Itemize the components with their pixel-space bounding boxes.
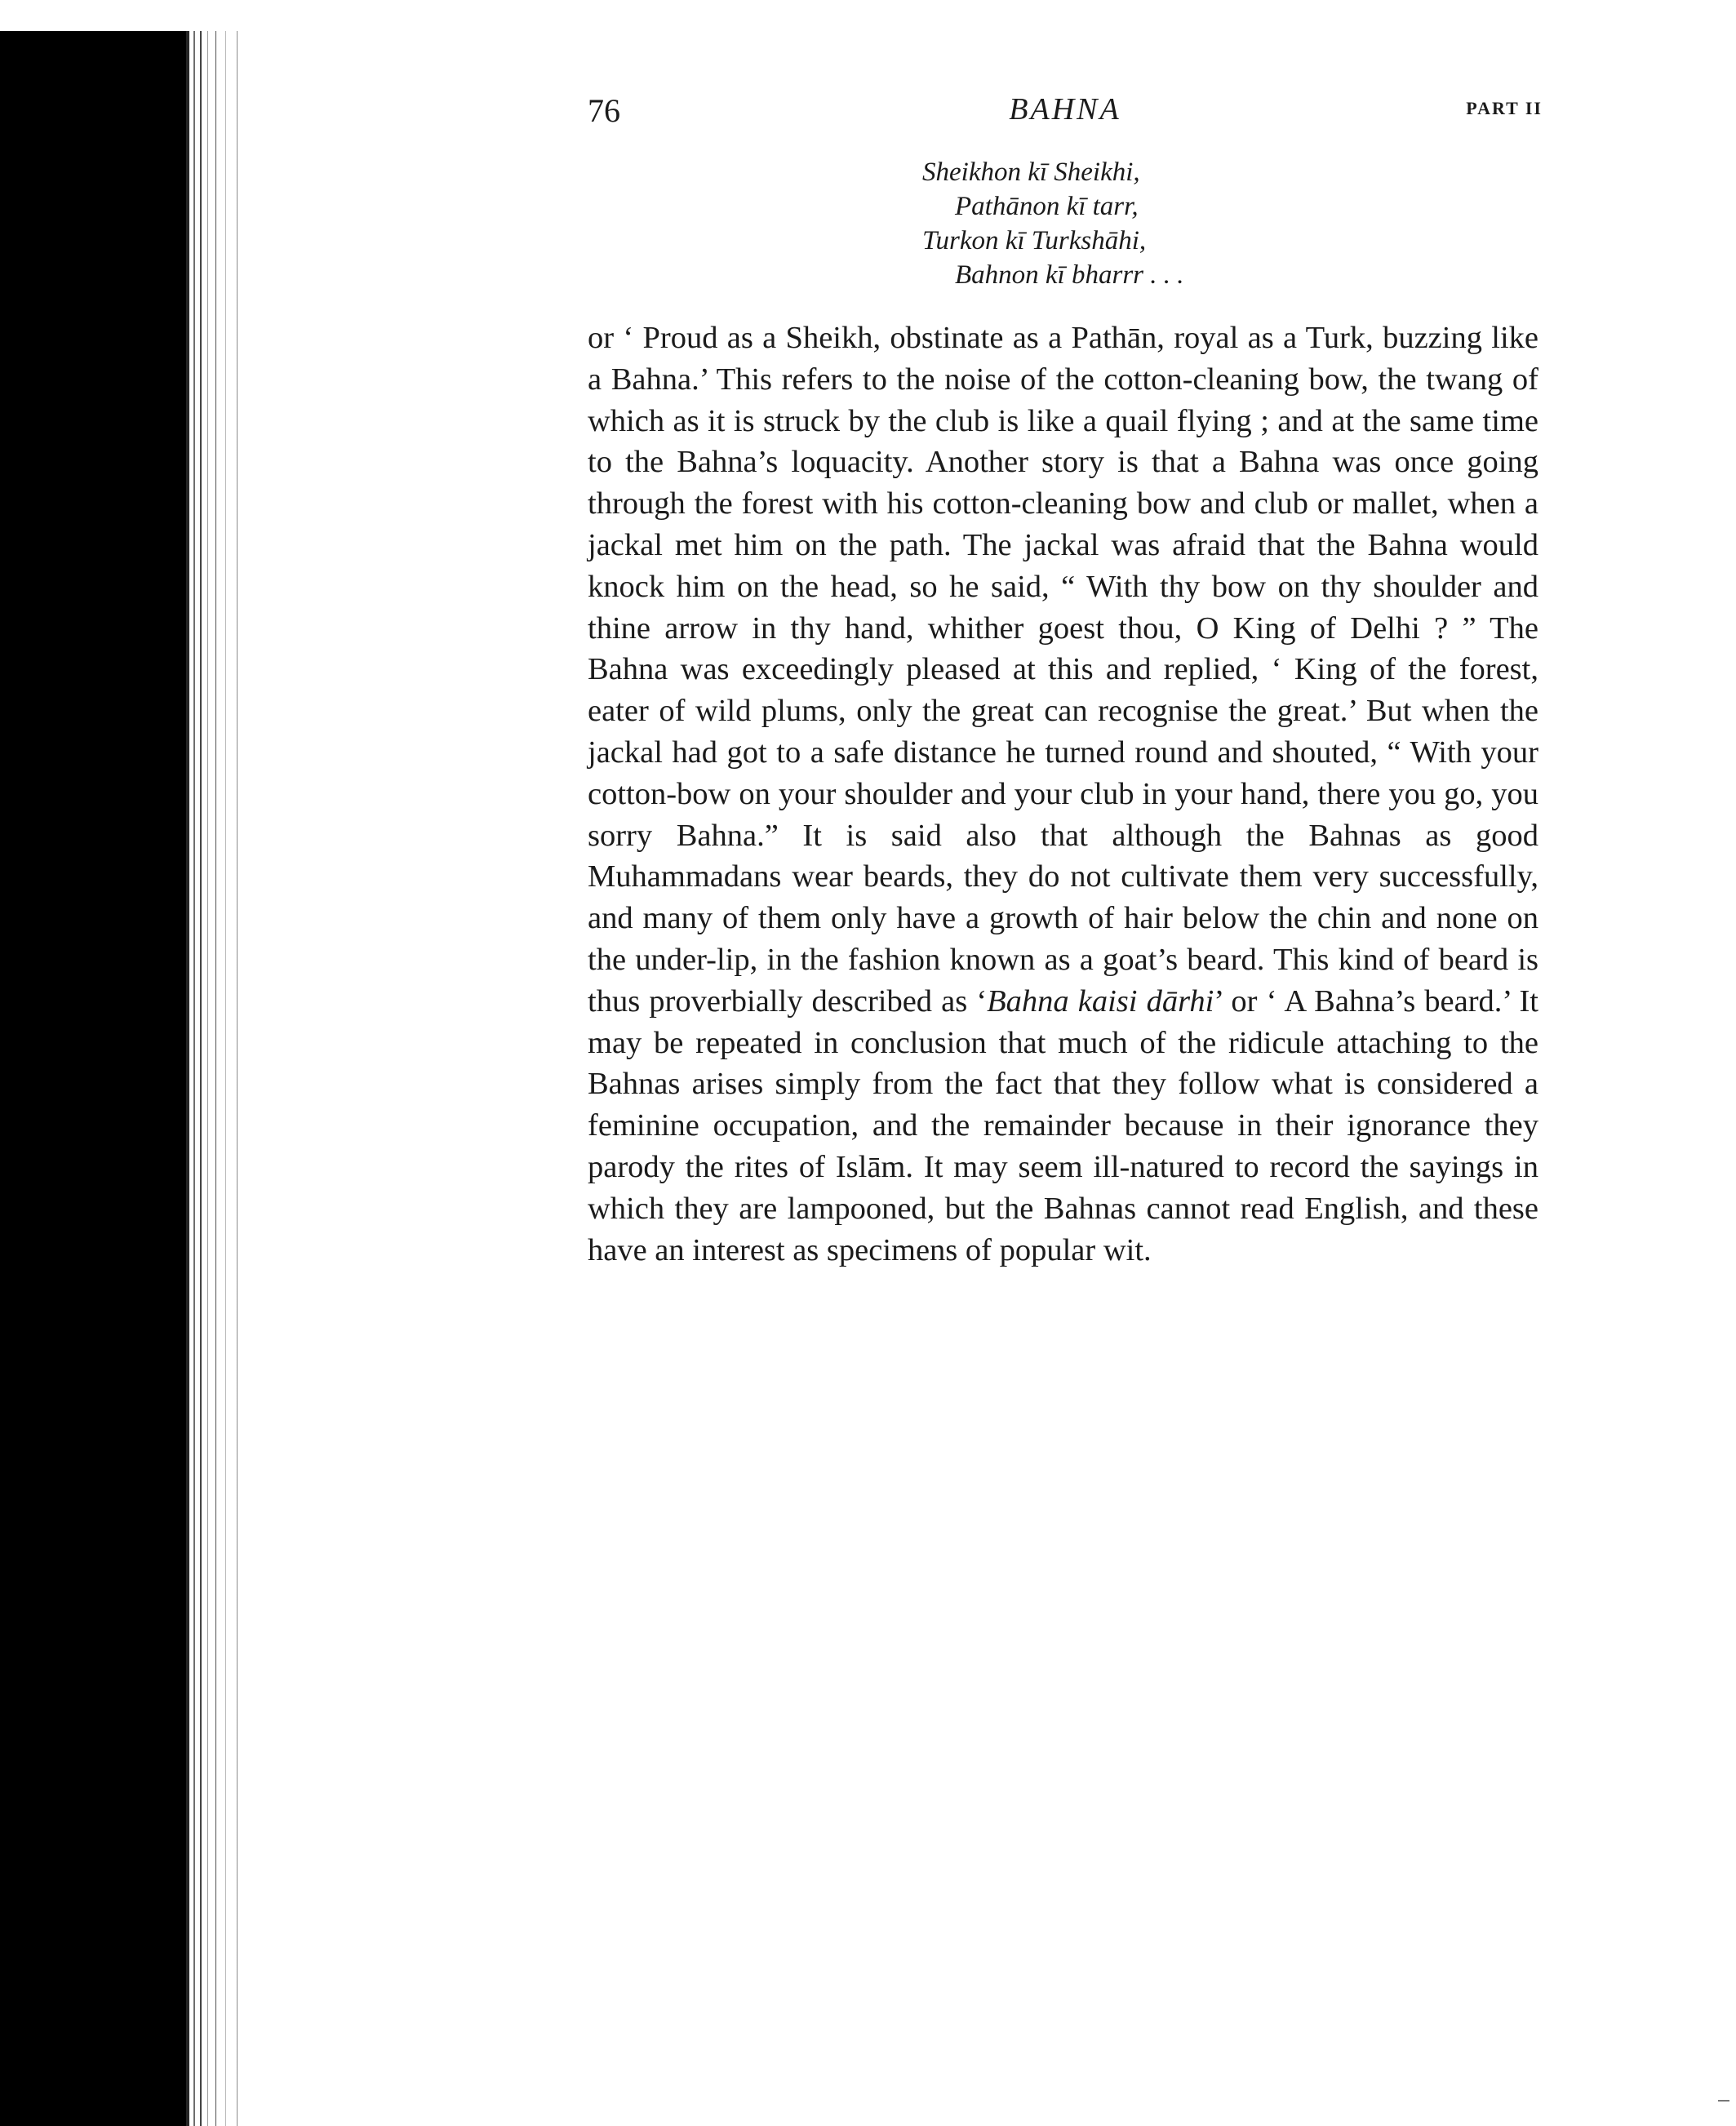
part-label: PART II <box>1466 98 1543 118</box>
verse-line: Turkon kī Turkshāhi, <box>922 226 1147 255</box>
verse-line: Pathānon kī tarr, <box>955 192 1139 221</box>
scan-stray-mark <box>1718 2100 1729 2102</box>
page-number: 76 <box>588 92 620 129</box>
body-text-part: ’ or ‘ A Bahna’s beard.’ It may be repeated in conclusion that much of the ridicule attaching to the Bahnas arises simply from the fact that they follow what is considered a feminine occupation, and the remainder because in their ignorance they parody the rites of Islām. It may seem ill-natured to record the sayings in which they are lampooned, but the Bahnas cannot read English, and these have an interest as specimens of popular wit. <box>588 983 1538 1267</box>
running-head <box>588 91 1543 140</box>
verse-block <box>922 155 1184 292</box>
running-title: BAHNA <box>1009 92 1121 126</box>
scan-edge-streaks <box>186 31 251 2126</box>
body-paragraph <box>588 317 1538 1271</box>
verse-line: Sheikhon kī Sheikhi, <box>922 158 1140 187</box>
verse-line: Bahnon kī bharrr . . . <box>955 260 1184 290</box>
body-text-part: or ‘ Proud as a Sheikh, obstinate as a Pathān, royal as a Turk, buzzing like a Bahna.’ This refers to the noise of the cotton-cleaning bow, the twang of which as it is struck by the club is like a quail flying ; and at the same time to the Bahna’s loquacity. Another story is that a Bahna was once going through the forest with his cotton-cleaning bow and club or mallet, when a jackal met him on the path. The jackal was afraid that the Bahna would knock him on the head, so he said, “ With thy bow on thy shoulder and thine arrow in thy hand, whither goest thou, O King of Delhi ? ” The Bahna was exceedingly pleased at this and replied, ‘ King of the forest, eater of wild plums, only the great can recognise the great.’ But when the jackal had got to a safe distance he turned round and shouted, “ With your cotton-bow on your shoulder and your club in your hand, there you go, you sorry Bahna.” It is said also that although the Bahnas as good Muhammadans wear beards, they do not cultivate them very successfully, and many of them only have a growth of hair below the chin and none on the under-lip, in the fashion known as a goat’s beard. This kind of beard is thus proverbially described as ‘ <box>588 321 1538 1019</box>
italic-phrase: Bahna kaisi dārhi <box>987 983 1214 1019</box>
scan-dark-margin <box>0 31 186 2126</box>
